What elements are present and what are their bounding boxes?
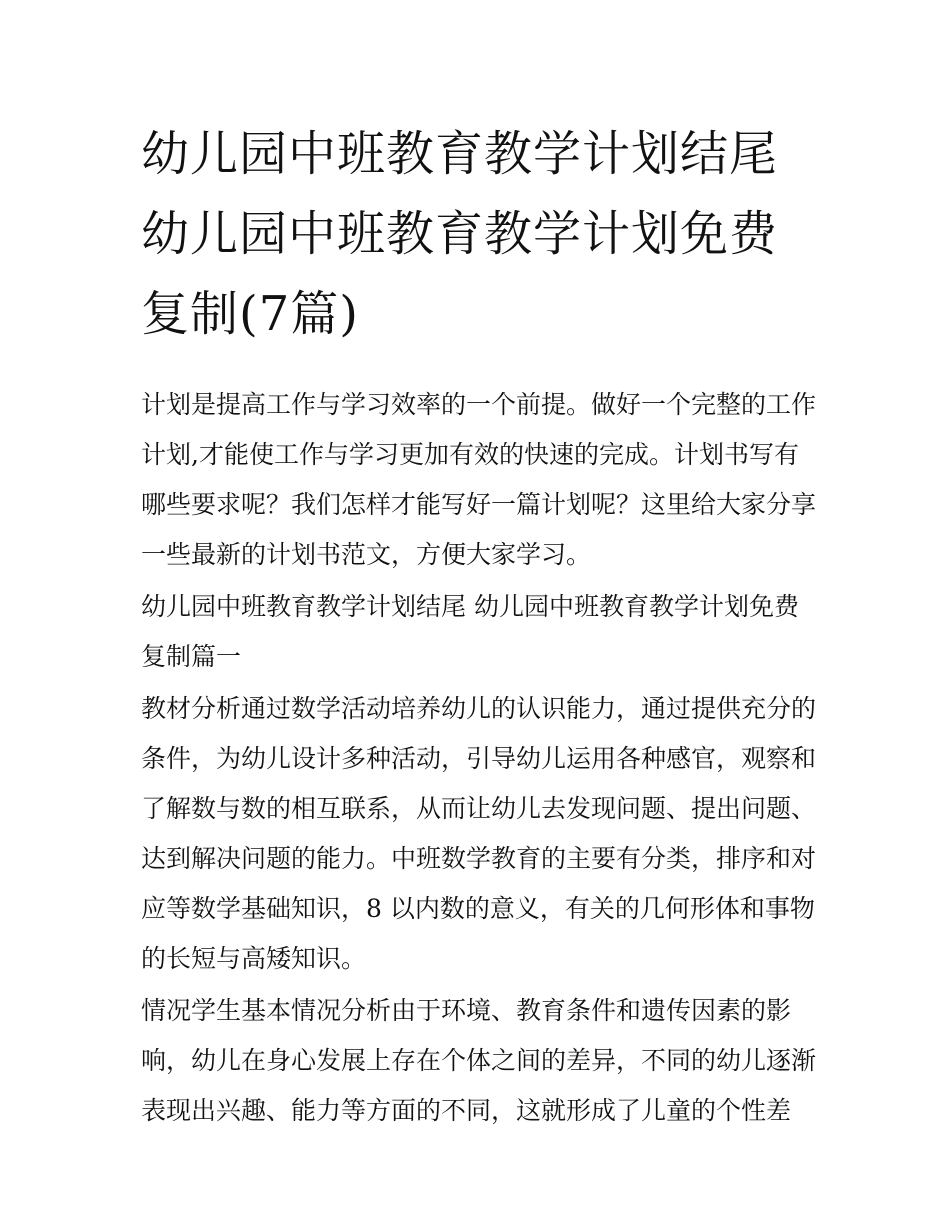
intro-line: 计划,才能使工作与学习更加有效的快速的完成。计划书写有 [141, 440, 799, 469]
document-title [141, 114, 813, 354]
title-line: 幼儿园中班教育教学计划结尾 [141, 126, 779, 182]
paragraph-line: 教材分析通过数学活动培养幼儿的认识能力，通过提供充分的 [141, 694, 817, 723]
title-line: 幼儿园中班教育教学计划免费 [141, 206, 779, 262]
paragraph-line: 应等数学基础知识，8 以内数的意义，有关的几何形体和事物 [141, 894, 815, 923]
paragraph-line: 响，幼儿在身心发展上存在个体之间的差异，不同的幼儿逐渐 [141, 1046, 817, 1075]
section-heading [141, 582, 813, 682]
paragraph-line: 达到解决问题的能力。中班数学教育的主要有分类，排序和对 [141, 844, 817, 873]
paragraph-line: 表现出兴趣、能力等方面的不同，这就形成了儿童的个性差 [141, 1096, 792, 1125]
body-paragraph-2 [141, 986, 817, 1136]
paragraph-line: 情况学生基本情况分析由于环境、教育条件和遗传因素的影 [141, 996, 792, 1025]
intro-line: 计划是提高工作与学习效率的一个前提。做好一个完整的工作 [141, 390, 817, 419]
body-paragraph-1 [141, 684, 817, 984]
paragraph-line: 的长短与高矮知识。 [141, 944, 367, 973]
document-page [141, 114, 817, 1136]
intro-paragraph [141, 380, 817, 580]
intro-line: 哪些要求呢？我们怎样才能写好一篇计划呢？这里给大家分享 [141, 490, 817, 519]
intro-line: 一些最新的计划书范文，方便大家学习。 [141, 540, 592, 569]
paragraph-line: 了解数与数的相互联系，从而让幼儿去发现问题、提出问题、 [141, 794, 817, 823]
paragraph-line: 条件，为幼儿设计多种活动，引导幼儿运用各种感官，观察和 [141, 744, 817, 773]
section-heading-line: 复制篇一 [141, 642, 242, 671]
title-line: 复制(7篇) [141, 286, 359, 342]
section-heading-line: 幼儿园中班教育教学计划结尾 幼儿园中班教育教学计划免费 [141, 592, 799, 621]
